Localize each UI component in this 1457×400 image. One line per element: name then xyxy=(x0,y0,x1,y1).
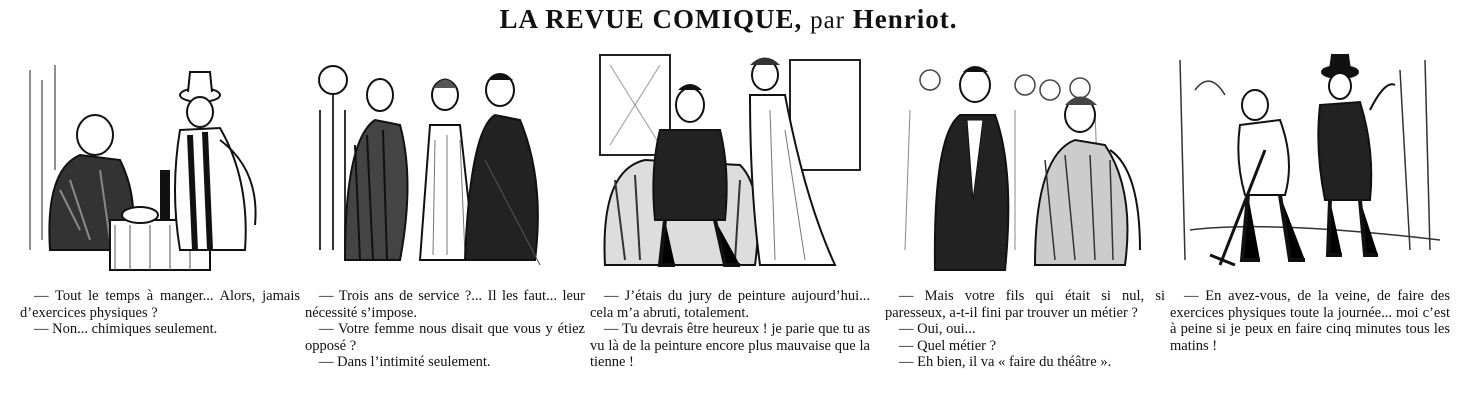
panel-3-caption xyxy=(590,288,870,371)
panel-1-illustration xyxy=(20,50,300,275)
caption-line: — En avez-vous, de la veine, de faire des exercices physiques toute la journée... moi c’est à peine si je peux en faire cinq minutes tous les matins ! xyxy=(1170,288,1450,354)
caption-line: — Mais votre fils qui était si nul, si paresseux, a-t-il fini par trouver un métier ? xyxy=(885,288,1165,321)
caption-line: — Votre femme nous disait que vous y étiez opposé ? xyxy=(305,321,585,354)
panel-2-illustration xyxy=(305,50,585,275)
panel-3-illustration xyxy=(590,50,870,275)
comic-panel-2 xyxy=(305,50,585,395)
page-title xyxy=(0,4,1457,35)
caption-line: — J’étais du jury de peinture aujourd’hui... cela m’a abruti, totalement. xyxy=(590,288,870,321)
caption-line: — Dans l’intimité seulement. xyxy=(319,354,491,370)
comic-panel-5 xyxy=(1170,50,1450,395)
title-by: par xyxy=(810,7,845,34)
panel-5-illustration xyxy=(1170,50,1450,275)
caption-line: — Oui, oui... xyxy=(899,321,976,337)
caption-line: — Tout le temps à manger... Alors, jamais d’exercices physiques ? xyxy=(20,288,300,321)
title-author: Henriot. xyxy=(852,4,958,34)
caption-line: — Quel métier ? xyxy=(899,337,997,354)
caption-line: — Tu devrais être heureux ! je parie que tu as vu là de la peinture encore plus mauvaise que la tienne ! xyxy=(590,321,870,370)
caption-line: — Non... chimiques seulement. xyxy=(34,321,218,337)
panel-2-caption xyxy=(305,288,585,371)
comic-panel-3 xyxy=(590,50,870,395)
comic-panel-4 xyxy=(885,50,1165,395)
comic-panel-1 xyxy=(20,50,300,395)
panel-1-caption xyxy=(20,288,300,338)
panel-4-caption xyxy=(885,288,1165,371)
caption-line: — Trois ans de service ?... Il les faut... leur nécessité s’impose. xyxy=(305,288,585,321)
panel-4-illustration xyxy=(885,50,1165,275)
caption-line: — Eh bien, il va « faire du théâtre ». xyxy=(899,354,1112,370)
panel-5-caption xyxy=(1170,288,1450,354)
title-main: LA REVUE COMIQUE, xyxy=(499,4,803,34)
